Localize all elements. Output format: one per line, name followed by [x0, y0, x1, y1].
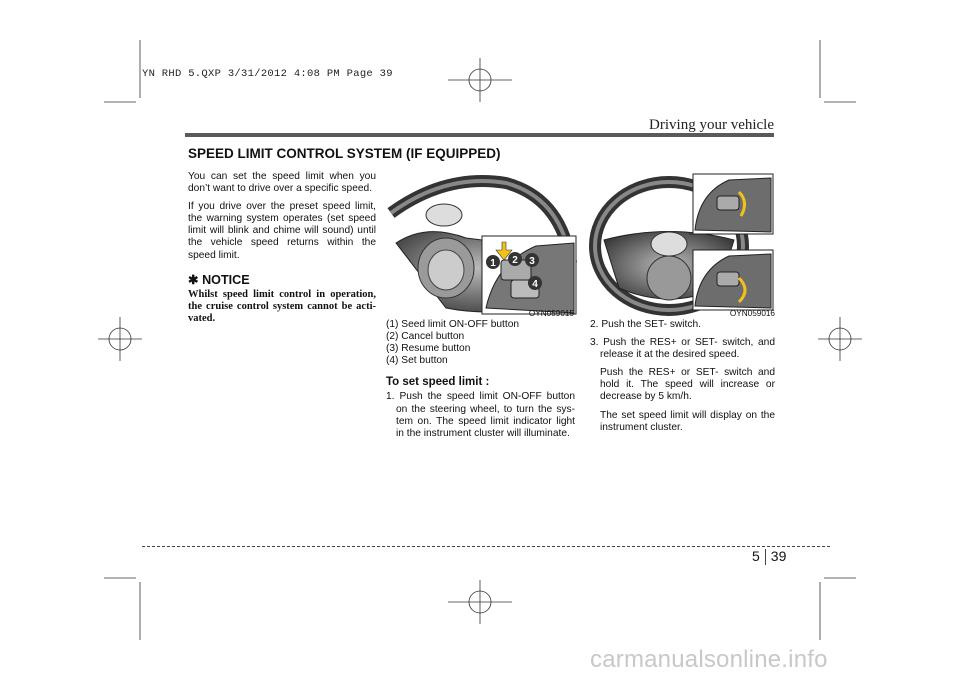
page-number-separator [765, 549, 766, 565]
callout-3-label: 3 [529, 256, 535, 267]
callout-markers [386, 168, 576, 316]
set-speed-limit-heading: To set speed limit : [386, 376, 490, 389]
page-number [752, 548, 786, 565]
warning-paragraph: If you drive over the preset speed limit, the warning system operates (set speed limit will blink and chime will sound) until the vehicle speed returns within the speed limit. [188, 201, 376, 261]
callout-1 [486, 255, 500, 269]
step-3: 3. Push the RES+ or SET- switch, and release it at the desired speed. [590, 337, 775, 361]
button-list-item: (4) Set button [386, 355, 448, 367]
watermark: carmanualsonline.info [590, 646, 828, 673]
hold-switch-paragraph: Push the RES+ or SET- switch and hold it. The speed will increase or decrease by 5 km/h. [600, 367, 775, 403]
steering-wheel-switch-illustration [589, 168, 775, 316]
middle-column [386, 319, 575, 446]
title-rule [185, 133, 774, 137]
figure-steering-wheel-switches [589, 168, 775, 316]
step-1: 1. Push the speed limit ON-OFF button on the steering wheel, to turn the sys-tem on. The speed limit indicator light in the instrument cluster will illuminate. [386, 391, 575, 439]
chapter-number: 5 [752, 548, 760, 564]
page-number-value: 39 [770, 548, 787, 564]
registration-mark-right [818, 317, 862, 361]
step-2: 2. Push the SET- switch. [590, 319, 701, 330]
callout-2-label: 2 [512, 255, 518, 266]
notice-text: Whilst speed limit control in operation, the cruise control system cannot be acti-vated. [188, 288, 376, 324]
button-list-item: (2) Cancel button [386, 331, 465, 343]
right-column [590, 319, 775, 440]
button-list-item: (1) Seed limit ON-OFF button [386, 319, 520, 330]
figure-steering-wheel-buttons [386, 168, 576, 316]
notice-title: NOTICE [202, 272, 250, 287]
section-heading: SPEED LIMIT CONTROL SYSTEM (IF EQUIPPED) [188, 146, 501, 161]
callout-4 [528, 276, 542, 290]
notice-heading [188, 274, 376, 286]
callout-2 [508, 252, 522, 266]
callout-1-label: 1 [490, 258, 496, 269]
figure-2-code: OYN059016 [729, 309, 775, 318]
callout-3 [525, 253, 539, 267]
button-list-item: (3) Resume button [386, 343, 471, 355]
chapter-title: Driving your vehicle [649, 117, 774, 133]
registration-mark-top [448, 58, 512, 102]
left-column [188, 171, 376, 325]
print-slug: YN RHD 5.QXP 3/31/2012 4:08 PM Page 39 [142, 68, 393, 80]
registration-mark-left [98, 317, 142, 361]
figure-1-code: OYN059015 [528, 309, 574, 318]
callout-4-label: 4 [532, 279, 538, 290]
notice-icon: ✱ [188, 272, 199, 287]
display-paragraph: The set speed limit will display on the instrument cluster. [600, 409, 775, 433]
registration-mark-bottom [448, 580, 512, 624]
intro-paragraph: You can set the speed limit when you don’t want to drive over a specific speed. [188, 171, 376, 195]
footer-rule [142, 546, 830, 547]
